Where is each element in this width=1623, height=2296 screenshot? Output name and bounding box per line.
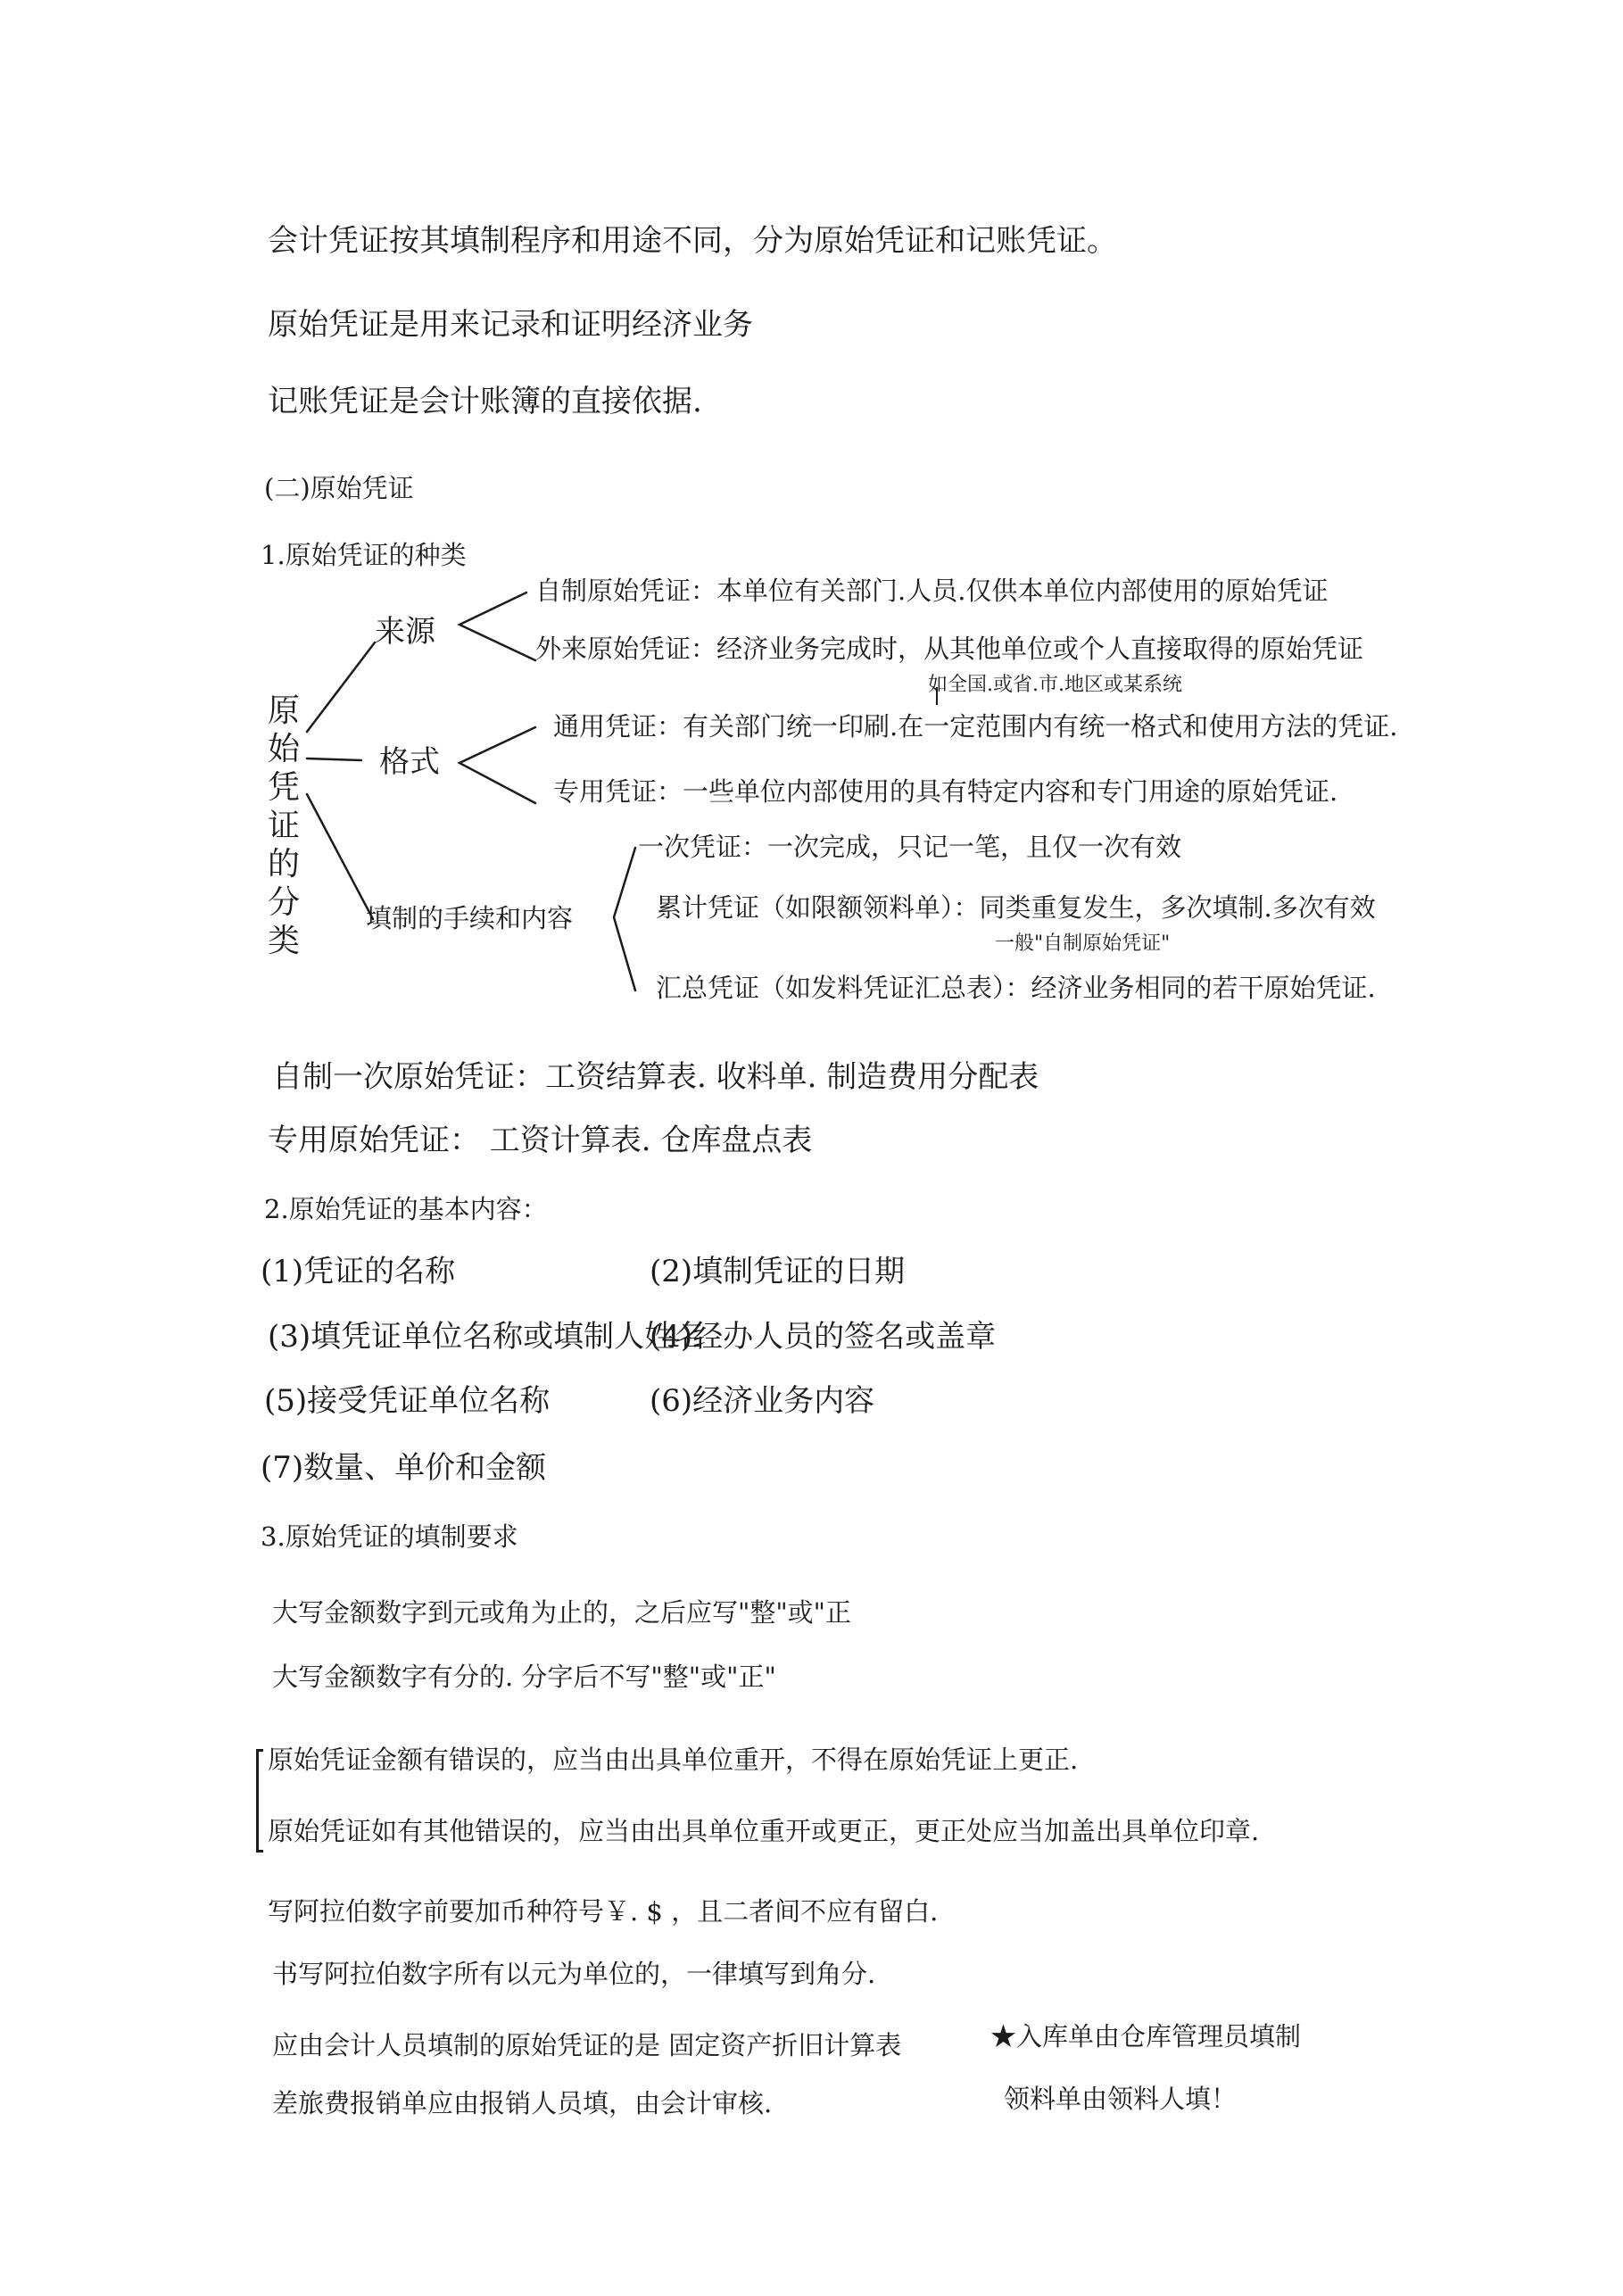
branch-format-label: 格式 xyxy=(379,744,440,780)
rule-uppercase-zheng: 大写金额数字到元或角为止的，之后应写"整"或"正 xyxy=(272,1597,852,1628)
leaf-special: 专用凭证：一些单位内部使用的具有特定内容和专门用途的原始凭证. xyxy=(553,776,1338,807)
note-generally-self-made: 一般"自制原始凭证" xyxy=(995,932,1171,955)
rule-amount-error: 原始凭证金额有错误的，应当由出具单位重开，不得在原始凭证上更正. xyxy=(268,1745,1079,1775)
intro-line-1: 会计凭证按其填制程序和用途不同，分为原始凭证和记账凭证。 xyxy=(268,223,1117,259)
branch-procedure-label: 填制的手续和内容 xyxy=(366,903,574,933)
branch-source-label: 来源 xyxy=(375,614,435,650)
intro-line-3: 记账凭证是会计账簿的直接依据. xyxy=(268,384,702,419)
intro-line-2: 原始凭证是用来记录和证明经济业务 xyxy=(268,307,753,343)
content-7: (7)数量、单价和金额 xyxy=(261,1450,547,1486)
rules-bracket xyxy=(256,1749,263,1853)
note-scope: 如全国.或省.市.地区或某系统 xyxy=(928,674,1182,696)
example-self-made-once: 自制一次原始凭证：工资结算表. 收料单. 制造费用分配表 xyxy=(272,1059,1039,1095)
rule-accountant-fills: 应由会计人员填制的原始凭证的是 固定资产折旧计算表 xyxy=(272,2030,902,2060)
content-1: (1)凭证的名称 xyxy=(261,1254,456,1289)
leaf-summary: 汇总凭证（如发料凭证汇总表）：经济业务相同的若干原始凭证. xyxy=(656,973,1376,1003)
rule-uppercase-fen: 大写金额数字有分的. 分字后不写"整"或"正" xyxy=(272,1662,776,1692)
leaf-external: 外来原始凭证：经济业务完成时，从其他单位或个人直接取得的原始凭证 xyxy=(535,634,1364,664)
leaf-self-made: 自制原始凭证：本单位有关部门.人员.仅供本单位内部使用的原始凭证 xyxy=(535,576,1329,606)
content-3: (3)填凭证单位名称或填制人姓名 xyxy=(268,1319,706,1355)
section-heading: (二)原始凭证 xyxy=(264,473,414,503)
rule-jiao-fen: 书写阿拉伯数字所有以元为单位的，一律填写到角分. xyxy=(272,1959,876,1989)
rule-other-error: 原始凭证如有其他错误的，应当由出具单位重开或更正，更正处应当加盖出具单位印章. xyxy=(268,1816,1260,1846)
example-special: 专用原始凭证： 工资计算表. 仓库盘点表 xyxy=(268,1123,813,1158)
rule-travel-expense: 差旅费报销单应由报销人员填，由会计审核. xyxy=(272,2088,773,2118)
content-2: (2)填制凭证的日期 xyxy=(650,1254,906,1289)
content-6: (6)经济业务内容 xyxy=(650,1383,875,1419)
tree-root-title: 原始凭证的分类 xyxy=(267,692,300,959)
leaf-cumulative: 累计凭证（如限额领料单）：同类重复发生，多次填制.多次有效 xyxy=(656,892,1376,923)
item2-heading: 2.原始凭证的基本内容： xyxy=(264,1194,548,1224)
leaf-one-time: 一次凭证：一次完成，只记一笔，且仅一次有效 xyxy=(638,832,1182,862)
leaf-general: 通用凭证：有关部门统一印刷.在一定范围内有统一格式和使用方法的凭证. xyxy=(553,711,1398,742)
rule-currency-symbol: 写阿拉伯数字前要加币种符号￥. $ ，且二者间不应有留白. xyxy=(268,1896,939,1927)
item3-heading: 3.原始凭证的填制要求 xyxy=(261,1521,518,1552)
rule-warehouse-receipt: ★入库单由仓库管理员填制 xyxy=(990,2021,1302,2051)
item1-heading: 1.原始凭证的种类 xyxy=(261,540,467,570)
content-5: (5)接受凭证单位名称 xyxy=(264,1383,551,1419)
rule-material-requisition: 领料单由领料人填！ xyxy=(1004,2084,1238,2114)
content-4: (4)经办人员的签名或盖章 xyxy=(650,1319,997,1355)
